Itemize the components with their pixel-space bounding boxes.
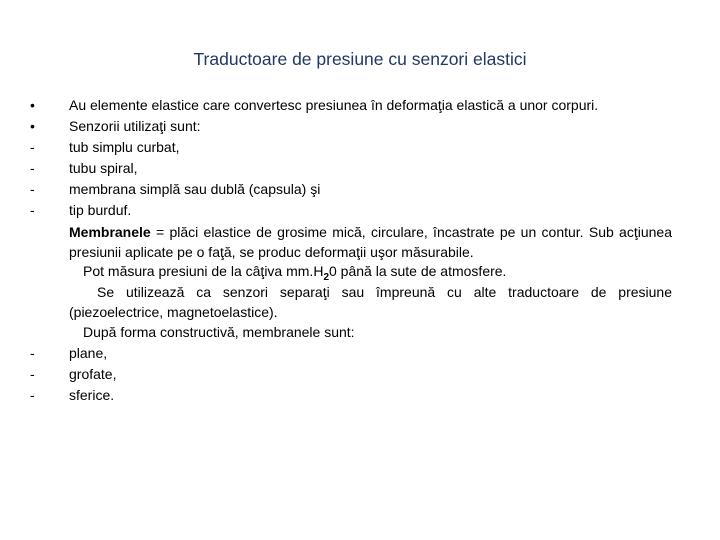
dash-marker: - <box>30 181 35 197</box>
list-item <box>30 385 680 405</box>
list-item-text: membrana simplă sau dublă (capsula) şi <box>69 181 321 197</box>
list-item-text: plane, <box>69 345 108 361</box>
dash-marker: - <box>30 345 35 361</box>
membrane-definition <box>69 222 672 262</box>
list-item <box>30 95 680 115</box>
bullet-marker: • <box>30 97 35 113</box>
constructive-forms-intro: După forma constructivă, membranele sunt: <box>83 324 355 340</box>
slide-title: Traductoare de presiune cu senzori elastici <box>193 49 527 69</box>
list-item-text: tip burduf. <box>69 202 132 218</box>
dash-marker: - <box>30 139 35 155</box>
list-item-text: tub simplu curbat, <box>69 139 180 155</box>
list-item <box>30 179 680 199</box>
list-item <box>30 116 680 136</box>
list-item-text: sferice. <box>69 387 115 403</box>
bullet-marker: • <box>30 118 35 134</box>
dash-marker: - <box>30 202 35 218</box>
pressure-subscript: 2 <box>323 271 329 283</box>
pressure-text-start: Pot măsura presiuni de la câţiva mm.H <box>83 263 324 279</box>
list-item-text: tubu spiral, <box>69 160 138 176</box>
dash-marker: - <box>30 387 35 403</box>
list-item <box>30 158 680 178</box>
dash-marker: - <box>30 160 35 176</box>
list-item <box>30 364 680 384</box>
list-item <box>30 137 680 157</box>
list-item-text: grofate, <box>69 366 117 382</box>
pressure-range-text <box>69 261 672 281</box>
pressure-text-end: 0 până la sute de atmosfere. <box>329 263 507 279</box>
list-item-text: Au elemente elastice care convertesc presiunea în deformaţia elastică a unor corpuri. <box>69 97 599 113</box>
list-item <box>30 200 680 220</box>
sensors-usage-text: Se utilizează ca senzori separaţi sau împreună cu alte traductoare de presiune (piezoelectrice, magnetoelastice). <box>69 284 672 320</box>
dash-marker: - <box>30 366 35 382</box>
membrane-term: Membranele <box>69 224 151 240</box>
list-item-text: Senzorii utilizaţi sunt: <box>69 118 201 134</box>
list-item <box>30 343 680 363</box>
membrane-definition-text: = plăci elastice de grosime mică, circulare, încastrate pe un contur. Sub acţiunea presiunii aplicate pe o faţă, se produc deformaţii uşor măsurabile. <box>69 224 672 260</box>
